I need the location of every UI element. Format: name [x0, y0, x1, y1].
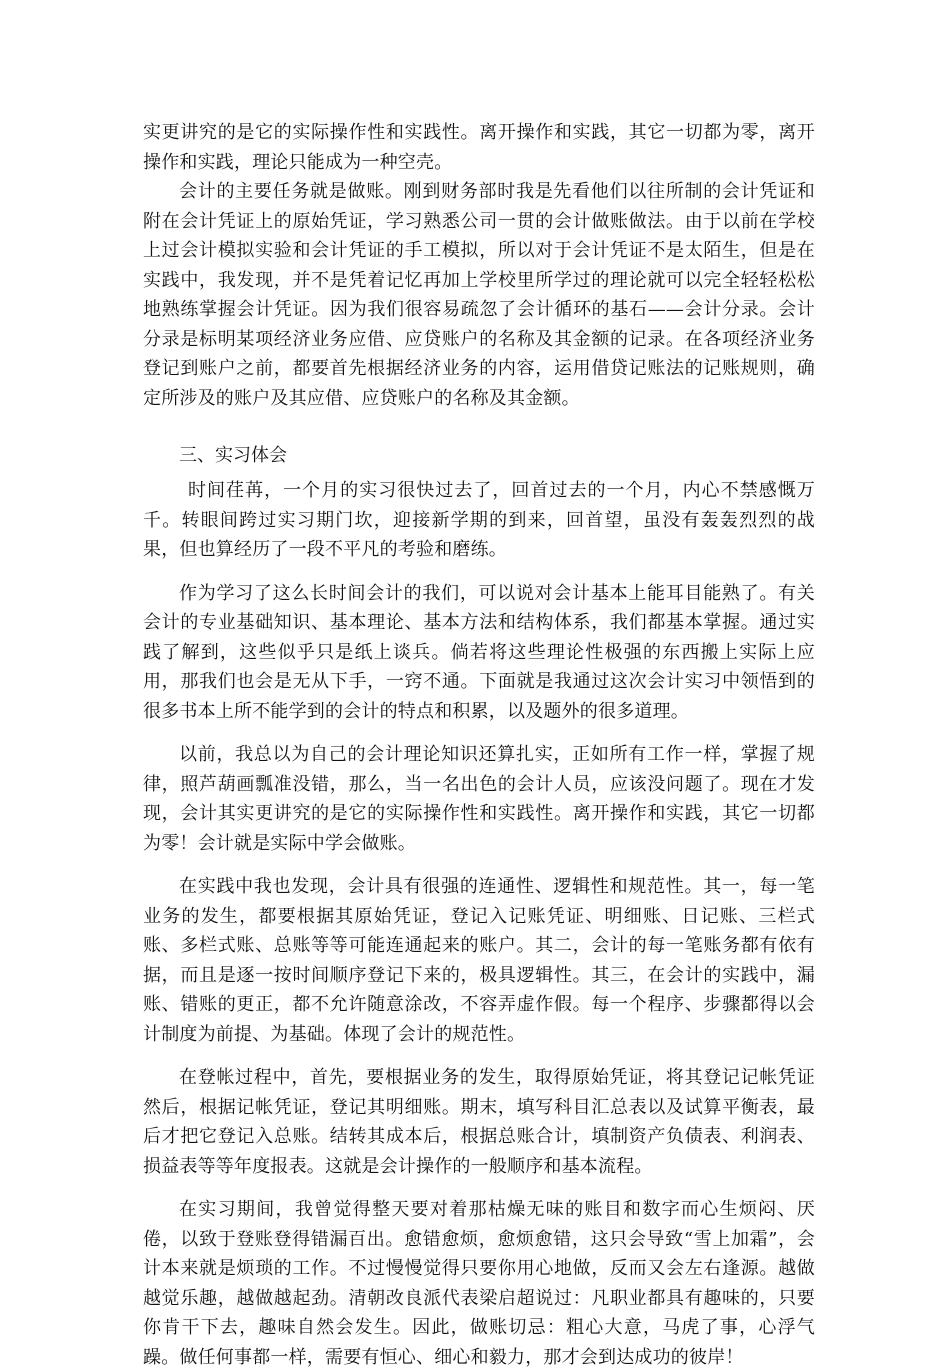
paragraph-theory-vs-practice: 作为学习了这么长时间会计的我们，可以说对会计基本上能耳目能熟了。有关会计的专业基础知识、基本理论、基本方法和结构体系，我们都基本掌握。通过实践了解到，这些似乎只是纸上谈兵。倘若将这些理论性极强的东西搬上实际上应用，那我们也会是无从下手，一窍不通。下面就是我通过这次会计实习中领悟到的很多书本上所不能学到的会计的特点和积累，以及题外的很多道理。 — [143, 582, 815, 722]
paragraph-previous-belief: 以前，我总以为自己的会计理论知识还算扎实，正如所有工作一样，掌握了规律，照芦葫画瓢准没错，那么，当一名出色的会计人员，应该没问题了。现在才发现，会计其实更讲究的是它的实际操作性和实践性。离开操作和实践，其它一切都为零！会计就是实际中学会做账。 — [143, 744, 815, 854]
paragraph-internship-experience: 在实习期间，我曾觉得整天要对着那枯燥无味的账目和数字而心生烦闷、厌倦，以致于登账登得错漏百出。愈错愈烦，愈烦愈错，这只会导致“雪上加霜”，会计本来就是烦琐的工作。不过慢慢觉得只要你用心地做，反而又会左右逢源。越做越觉乐趣，越做越起劲。清朝改良派代表梁启超说过：凡职业都具有趣味的，只要你肯干下去，趣味自然会发生。因此，做账切忌：粗心大意，马虎了事，心浮气躁。做任何事都一样，需要有恒心、细心和毅力，那才会到达成功的彼岸！ — [143, 1199, 815, 1368]
document-page — [143, 118, 815, 1372]
paragraph-continuation: 实更讲究的是它的实际操作性和实践性。离开操作和实践，其它一切都为零，离开操作和实践，理论只能成为一种空壳。 — [143, 122, 815, 173]
section-heading: 三、实习体会 — [179, 445, 287, 466]
paragraph-reflection-intro: 时间荏苒，一个月的实习很快过去了，回首过去的一个月，内心不禁感慨万千。转眼间跨过实习期门坎，迎接新学期的到来，回首望，虽没有轰轰烈烈的战果，但也算经历了一段不平凡的考验和磨练。 — [143, 480, 815, 560]
paragraph-bookkeeping-process: 在登帐过程中，首先，要根据业务的发生，取得原始凭证，将其登记记帐凭证然后，根据记帐凭证，登记其明细账。期末，填写科目汇总表以及试算平衡表，最后才把它登记入总账。结转其成本后，根据总账合计，填制资产负债表、利润表、损益表等等年度报表。这就是会计操作的一般顺序和基本流程。 — [143, 1067, 815, 1177]
paragraph-accounting-tasks: 会计的主要任务就是做账。刚到财务部时我是先看他们以往所制的会计凭证和附在会计凭证上的原始凭证，学习熟悉公司一贯的会计做账做法。由于以前在学校上过会计模拟实验和会计凭证的手工模拟，所以对于会计凭证不是太陌生，但是在实践中，我发现，并不是凭着记忆再加上学校里所学过的理论就可以完全轻轻松松地熟练掌握会计凭证。因为我们很容易疏忽了会计循环的基石——会计分录。会计分录是标明某项经济业务应借、应贷账户的名称及其金额的记录。在各项经济业务登记到账户之前，都要首先根据经济业务的内容，运用借贷记账法的记账规则，确定所涉及的账户及其应借、应贷账户的名称及其金额。 — [143, 181, 815, 409]
paragraph-accounting-characteristics: 在实践中我也发现，会计具有很强的连通性、逻辑性和规范性。其一，每一笔业务的发生，都要根据其原始凭证，登记入记账凭证、明细账、日记账、三栏式账、多栏式账、总账等等可能连通起来的账户。其二，会计的每一笔账务都有依有据，而且是逐一按时间顺序登记下来的，极具逻辑性。其三，在会计的实践中，漏账、错账的更正，都不允许随意涂改，不容弄虚作假。每一个程序、步骤都得以会计制度为前提、为基础。体现了会计的规范性。 — [143, 876, 815, 1045]
